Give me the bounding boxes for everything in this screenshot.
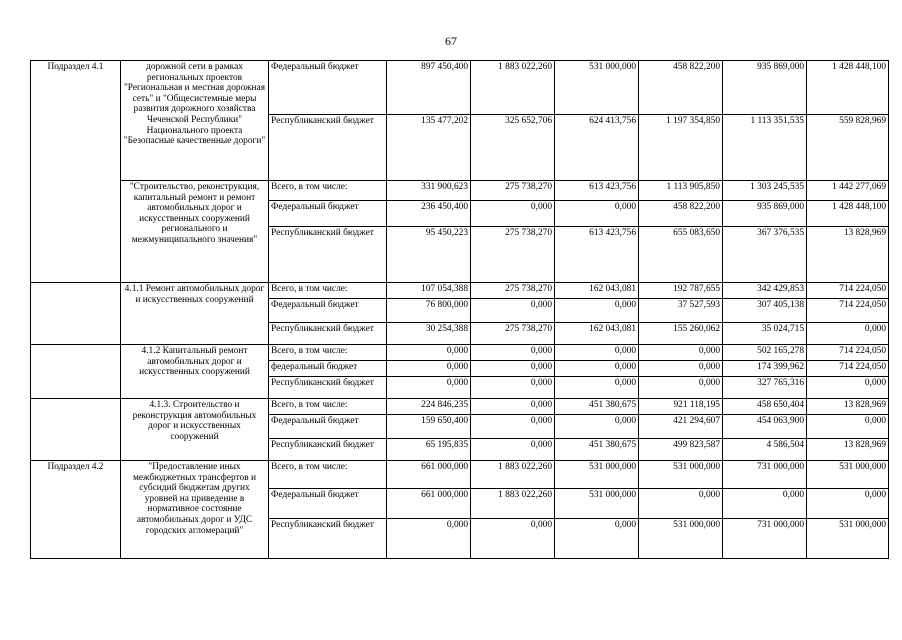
amount-cell: 0,000 — [555, 201, 639, 227]
funding-source: Республиканский бюджет — [269, 115, 387, 181]
section-cell: Подраздел 4.1 — [31, 61, 121, 283]
amount-cell: 714 224,050 — [807, 361, 889, 377]
amount-cell: 655 083,650 — [639, 227, 723, 283]
funding-source: Всего, в том числе: — [269, 181, 387, 201]
amount-cell: 0,000 — [471, 519, 555, 559]
amount-cell: 1 883 022,260 — [471, 489, 555, 519]
amount-cell: 1 883 022,260 — [471, 61, 555, 115]
section-cell: Подраздел 4.2 — [31, 461, 121, 559]
table-row — [31, 461, 889, 489]
amount-cell: 0,000 — [639, 377, 723, 399]
amount-cell: 0,000 — [555, 361, 639, 377]
amount-cell: 897 450,400 — [387, 61, 471, 115]
funding-source: Всего, в том числе: — [269, 461, 387, 489]
item-name: дорожной сети в рамках региональных проектов "Региональная и местная дорожная сеть" и "Общесистемные меры развития дорожного хозяйства Чеченской Республики" Национального проекта "Безопасные качественные дороги" — [121, 61, 269, 181]
amount-cell: 0,000 — [555, 299, 639, 323]
amount-cell: 1 113 351,535 — [723, 115, 807, 181]
amount-cell: 0,000 — [387, 519, 471, 559]
amount-cell: 162 043,081 — [555, 283, 639, 299]
amount-cell: 499 823,587 — [639, 439, 723, 461]
amount-cell: 1 303 245,535 — [723, 181, 807, 201]
amount-cell: 1 197 354,850 — [639, 115, 723, 181]
page-number: 67 — [445, 34, 457, 48]
amount-cell: 458 822,200 — [639, 61, 723, 115]
amount-cell: 1 428 448,100 — [807, 201, 889, 227]
amount-cell: 714 224,050 — [807, 345, 889, 361]
amount-cell: 531 000,000 — [807, 519, 889, 559]
amount-cell: 0,000 — [639, 361, 723, 377]
amount-cell: 13 828,969 — [807, 439, 889, 461]
amount-cell: 95 450,223 — [387, 227, 471, 283]
amount-cell: 4 586,504 — [723, 439, 807, 461]
funding-source: Федеральный бюджет — [269, 299, 387, 323]
amount-cell: 559 828,969 — [807, 115, 889, 181]
amount-cell: 0,000 — [387, 345, 471, 361]
amount-cell: 531 000,000 — [639, 519, 723, 559]
amount-cell: 325 652,706 — [471, 115, 555, 181]
amount-cell: 135 477,202 — [387, 115, 471, 181]
amount-cell: 421 294,607 — [639, 415, 723, 439]
amount-cell: 0,000 — [471, 361, 555, 377]
amount-cell: 307 405,138 — [723, 299, 807, 323]
amount-cell: 921 118,195 — [639, 399, 723, 415]
amount-cell: 159 650,400 — [387, 415, 471, 439]
amount-cell: 0,000 — [471, 201, 555, 227]
amount-cell: 531 000,000 — [807, 461, 889, 489]
amount-cell: 35 024,715 — [723, 323, 807, 345]
amount-cell: 0,000 — [639, 489, 723, 519]
amount-cell: 107 054,388 — [387, 283, 471, 299]
table-row — [31, 283, 889, 299]
amount-cell: 30 254,388 — [387, 323, 471, 345]
amount-cell: 0,000 — [807, 323, 889, 345]
funding-source: Республиканский бюджет — [269, 377, 387, 399]
amount-cell: 275 738,270 — [471, 227, 555, 283]
amount-cell: 0,000 — [387, 377, 471, 399]
funding-source: Республиканский бюджет — [269, 323, 387, 345]
funding-source: Республиканский бюджет — [269, 227, 387, 283]
amount-cell: 0,000 — [639, 345, 723, 361]
amount-cell: 1 442 277,069 — [807, 181, 889, 201]
amount-cell: 367 376,535 — [723, 227, 807, 283]
amount-cell: 155 260,062 — [639, 323, 723, 345]
amount-cell: 531 000,000 — [639, 461, 723, 489]
amount-cell: 1 113 905,850 — [639, 181, 723, 201]
amount-cell: 331 900,623 — [387, 181, 471, 201]
amount-cell: 162 043,081 — [555, 323, 639, 345]
amount-cell: 275 738,270 — [471, 181, 555, 201]
amount-cell: 731 000,000 — [723, 519, 807, 559]
amount-cell: 342 429,853 — [723, 283, 807, 299]
amount-cell: 714 224,050 — [807, 299, 889, 323]
table-row — [31, 399, 889, 415]
funding-source: Федеральный бюджет — [269, 415, 387, 439]
item-name: 4.1.3. Строительство и реконструкция автомобильных дорог и искусственных сооружений — [121, 399, 269, 461]
table-row — [31, 345, 889, 361]
funding-source: Федеральный бюджет — [269, 61, 387, 115]
amount-cell: 0,000 — [471, 345, 555, 361]
table-row — [31, 61, 889, 115]
amount-cell: 613 423,756 — [555, 181, 639, 201]
amount-cell: 935 869,000 — [723, 61, 807, 115]
amount-cell: 0,000 — [471, 415, 555, 439]
amount-cell: 531 000,000 — [555, 461, 639, 489]
funding-source: Всего, в том числе: — [269, 283, 387, 299]
section-cell — [31, 345, 121, 399]
table-row — [31, 181, 889, 201]
amount-cell: 613 423,756 — [555, 227, 639, 283]
amount-cell: 935 869,000 — [723, 201, 807, 227]
amount-cell: 458 822,200 — [639, 201, 723, 227]
funding-source: Всего, в том числе: — [269, 345, 387, 361]
funding-source: Республиканский бюджет — [269, 439, 387, 461]
funding-source: Республиканский бюджет — [269, 519, 387, 559]
amount-cell: 13 828,969 — [807, 227, 889, 283]
amount-cell: 0,000 — [471, 377, 555, 399]
amount-cell: 327 765,316 — [723, 377, 807, 399]
amount-cell: 0,000 — [807, 415, 889, 439]
amount-cell: 531 000,000 — [555, 61, 639, 115]
amount-cell: 13 828,969 — [807, 399, 889, 415]
funding-source: федеральный бюджет — [269, 361, 387, 377]
section-cell — [31, 283, 121, 345]
amount-cell: 451 380,675 — [555, 439, 639, 461]
amount-cell: 0,000 — [807, 489, 889, 519]
amount-cell: 531 000,000 — [555, 489, 639, 519]
amount-cell: 714 224,050 — [807, 283, 889, 299]
amount-cell: 451 380,675 — [555, 399, 639, 415]
amount-cell: 0,000 — [807, 377, 889, 399]
amount-cell: 0,000 — [471, 439, 555, 461]
amount-cell: 458 650,404 — [723, 399, 807, 415]
item-name: 4.1.2 Капитальный ремонт автомобильных дорог и искусственных сооружений — [121, 345, 269, 399]
item-name: 4.1.1 Ремонт автомобильных дорог и искусственных сооружений — [121, 283, 269, 345]
amount-cell: 275 738,270 — [471, 323, 555, 345]
funding-source: Федеральный бюджет — [269, 489, 387, 519]
amount-cell: 0,000 — [471, 299, 555, 323]
amount-cell: 76 800,000 — [387, 299, 471, 323]
section-cell — [31, 399, 121, 461]
amount-cell: 0,000 — [387, 361, 471, 377]
amount-cell: 731 000,000 — [723, 461, 807, 489]
amount-cell: 0,000 — [555, 345, 639, 361]
amount-cell: 0,000 — [471, 399, 555, 415]
budget-table — [30, 60, 889, 559]
amount-cell: 454 063,900 — [723, 415, 807, 439]
amount-cell: 0,000 — [723, 489, 807, 519]
item-name: "Строительство, реконструкция, капитальный ремонт и ремонт автомобильных дорог и искусственных сооружений регионального и межмуниципального значения" — [121, 181, 269, 283]
amount-cell: 275 738,270 — [471, 283, 555, 299]
amount-cell: 0,000 — [555, 377, 639, 399]
amount-cell: 661 000,000 — [387, 489, 471, 519]
amount-cell: 0,000 — [555, 519, 639, 559]
amount-cell: 502 165,278 — [723, 345, 807, 361]
amount-cell: 236 450,400 — [387, 201, 471, 227]
amount-cell: 65 195,835 — [387, 439, 471, 461]
amount-cell: 37 527,593 — [639, 299, 723, 323]
item-name: "Предоставление иных межбюджетных трансфертов и субсидий бюджетам других уровней на приведение в нормативное состояние автомобильных дорог и УДС городских агломераций" — [121, 461, 269, 559]
amount-cell: 624 413,756 — [555, 115, 639, 181]
amount-cell: 174 399,962 — [723, 361, 807, 377]
amount-cell: 192 787,655 — [639, 283, 723, 299]
amount-cell: 224 846,235 — [387, 399, 471, 415]
amount-cell: 1 428 448,100 — [807, 61, 889, 115]
amount-cell: 0,000 — [555, 415, 639, 439]
amount-cell: 661 000,000 — [387, 461, 471, 489]
funding-source: Всего, в том числе: — [269, 399, 387, 415]
amount-cell: 1 883 022,260 — [471, 461, 555, 489]
funding-source: Федеральный бюджет — [269, 201, 387, 227]
